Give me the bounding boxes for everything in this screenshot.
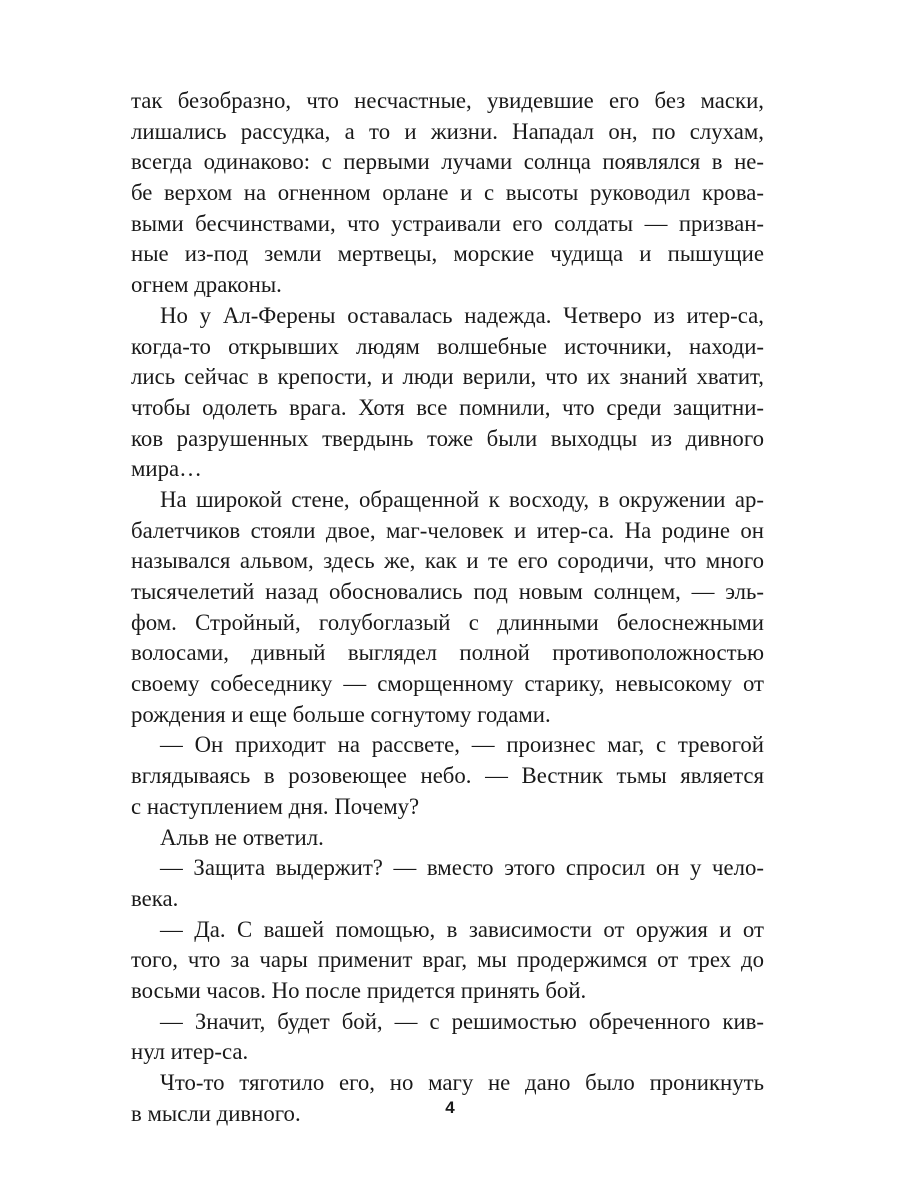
text-line: восьми часов. Но после придется принять бой. (131, 977, 587, 1003)
text-line: фом. Стройный, голубоглазый с длинными белоснежными (131, 609, 764, 635)
text-line: выми бесчинствами, что устраивали его солдаты — призван- (131, 210, 764, 236)
text-line: Но у Ал-Ферены оставалась надежда. Четверо из итер-са, (160, 302, 764, 328)
text-line: когда-то открывших людям волшебные источники, находи- (131, 333, 764, 359)
text-line: лись сейчас в крепости, и люди верили, что их знаний хватит, (131, 364, 764, 390)
text-line: — Значит, будет бой, — с решимостью обреченного кив- (160, 1008, 764, 1034)
text-line: рождения и еще больше согнутому годами. (131, 701, 551, 727)
body-text (131, 86, 764, 1129)
page-number: 4 (445, 1098, 455, 1117)
text-line: века. (131, 885, 179, 911)
text-line: лишались рассудка, а то и жизни. Нападал он, по слухам, (131, 118, 764, 144)
text-line: — Да. С вашей помощью, в зависимости от оружия и от (160, 916, 764, 942)
text-line: нул итер-са. (131, 1039, 249, 1065)
text-line: балетчиков стояли двое, маг-человек и итер-са. На родине он (131, 517, 764, 543)
text-line: ные из-под земли мертвецы, морские чудища и пышущие (131, 241, 764, 267)
text-line: бе верхом на огненном орлане и с высоты руководил крова- (131, 180, 764, 206)
text-line: всегда одинаково: с первыми лучами солнца появлялся в не- (131, 149, 764, 175)
text-line: с наступлением дня. Почему? (131, 793, 420, 819)
text-line: волосами, дивный выглядел полной противоположностью (131, 640, 764, 666)
text-line: Альв не ответил. (160, 824, 324, 850)
text-line: назывался альвом, здесь же, как и те его сородичи, что много (131, 548, 764, 574)
text-line: своему собеседнику — сморщенному старику, невысокому от (131, 671, 764, 697)
text-line: Что-то тяготило его, но магу не дано было проникнуть (160, 1070, 764, 1095)
text-line: того, что за чары применит враг, мы продержимся от трех до (131, 947, 764, 973)
text-line: чтобы одолеть врага. Хотя все помнили, что среди защитни- (131, 394, 764, 420)
text-line: в мысли дивного. (131, 1100, 301, 1126)
text-line: вглядываясь в розовеющее небо. — Вестник тьмы является (131, 763, 764, 789)
text-line: ков разрушенных твердынь тоже были выходцы из дивного (131, 425, 764, 451)
text-line: — Он приходит на рассвете, — произнес маг, с тревогой (160, 732, 764, 758)
text-line: — Защита выдержит? — вместо этого спросил он у чело- (160, 855, 764, 881)
text-line: так безобразно, что несчастные, увидевшие его без маски, (131, 88, 764, 113)
text-line: На широкой стене, обращенной к восходу, в окружении ар- (160, 486, 764, 512)
text-line: огнем драконы. (131, 272, 282, 298)
text-line: тысячелетий назад обосновались под новым солнцем, — эль- (131, 579, 764, 604)
text-line: мира… (131, 456, 202, 482)
